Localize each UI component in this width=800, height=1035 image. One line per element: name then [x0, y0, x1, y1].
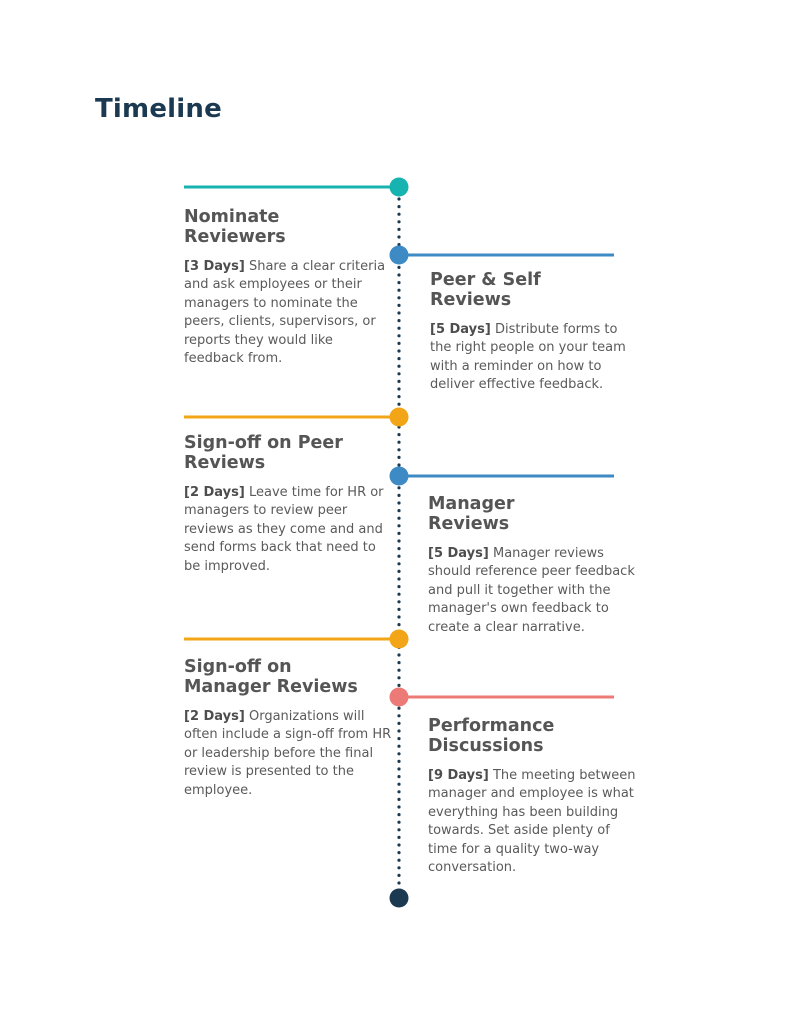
step-manager-reviews [428, 494, 638, 637]
timeline-end-node [390, 889, 409, 908]
step-description [428, 545, 638, 637]
step-performance-discussions [428, 716, 638, 877]
step-text: Organizations will often include a sign-off from HR or leadership before the final review is presented to the employee. [184, 709, 392, 798]
step-title-line: Reviews [184, 453, 266, 473]
step-description [184, 484, 394, 576]
step-duration: [5 Days] [428, 546, 489, 561]
step-duration: [2 Days] [184, 709, 245, 724]
step-title-line: Sign-off on [184, 657, 292, 677]
step-sign-off-peer-reviews [184, 433, 394, 576]
step-nominate-reviewers [184, 207, 394, 368]
step-text: The meeting between manager and employee is what everything has been building towards. Set aside plenty of time for a quality two-way conversation. [428, 768, 636, 876]
step-title-line: Sign-off on Peer [184, 433, 343, 453]
step-title-line: Manager Reviews [184, 677, 358, 697]
step-description [430, 321, 640, 395]
step-title-line: Nominate [184, 207, 280, 227]
step-text: Share a clear criteria and ask employees or their managers to nominate the peers, clients, supervisors, or reports they would like feedback from. [184, 259, 386, 367]
step-title-line: Reviewers [184, 227, 286, 247]
step-title [430, 270, 640, 310]
step-text: Manager reviews should reference peer feedback and pull it together with the manager's own feedback to create a clear narrative. [428, 546, 635, 635]
step-title [428, 716, 638, 756]
step-description [428, 767, 638, 877]
step-duration: [9 Days] [428, 768, 489, 783]
step-title-line: Performance [428, 716, 555, 736]
step-title-line: Discussions [428, 736, 544, 756]
timeline-node-sign-off-manager-reviews [390, 630, 409, 649]
step-duration: [3 Days] [184, 259, 245, 274]
step-text: Leave time for HR or managers to review peer reviews as they come and and send forms back that need to be improved. [184, 485, 384, 574]
step-title-line: Manager [428, 494, 515, 514]
timeline-node-nominate-reviewers [390, 178, 409, 197]
step-duration: [5 Days] [430, 322, 491, 337]
timeline-node-sign-off-peer-reviews [390, 408, 409, 427]
step-title [184, 433, 394, 473]
step-description [184, 708, 394, 800]
step-title-line: Reviews [430, 290, 512, 310]
step-duration: [2 Days] [184, 485, 245, 500]
step-title [184, 207, 394, 247]
step-text: Distribute forms to the right people on your team with a reminder on how to deliver effective feedback. [430, 322, 626, 393]
step-title-line: Reviews [428, 514, 510, 534]
step-title-line: Peer & Self [430, 270, 541, 290]
step-title [184, 657, 394, 697]
step-description [184, 258, 394, 368]
step-sign-off-manager-reviews [184, 657, 394, 800]
step-title [428, 494, 638, 534]
step-peer-self-reviews [430, 270, 640, 395]
page-title: Timeline [95, 94, 222, 124]
